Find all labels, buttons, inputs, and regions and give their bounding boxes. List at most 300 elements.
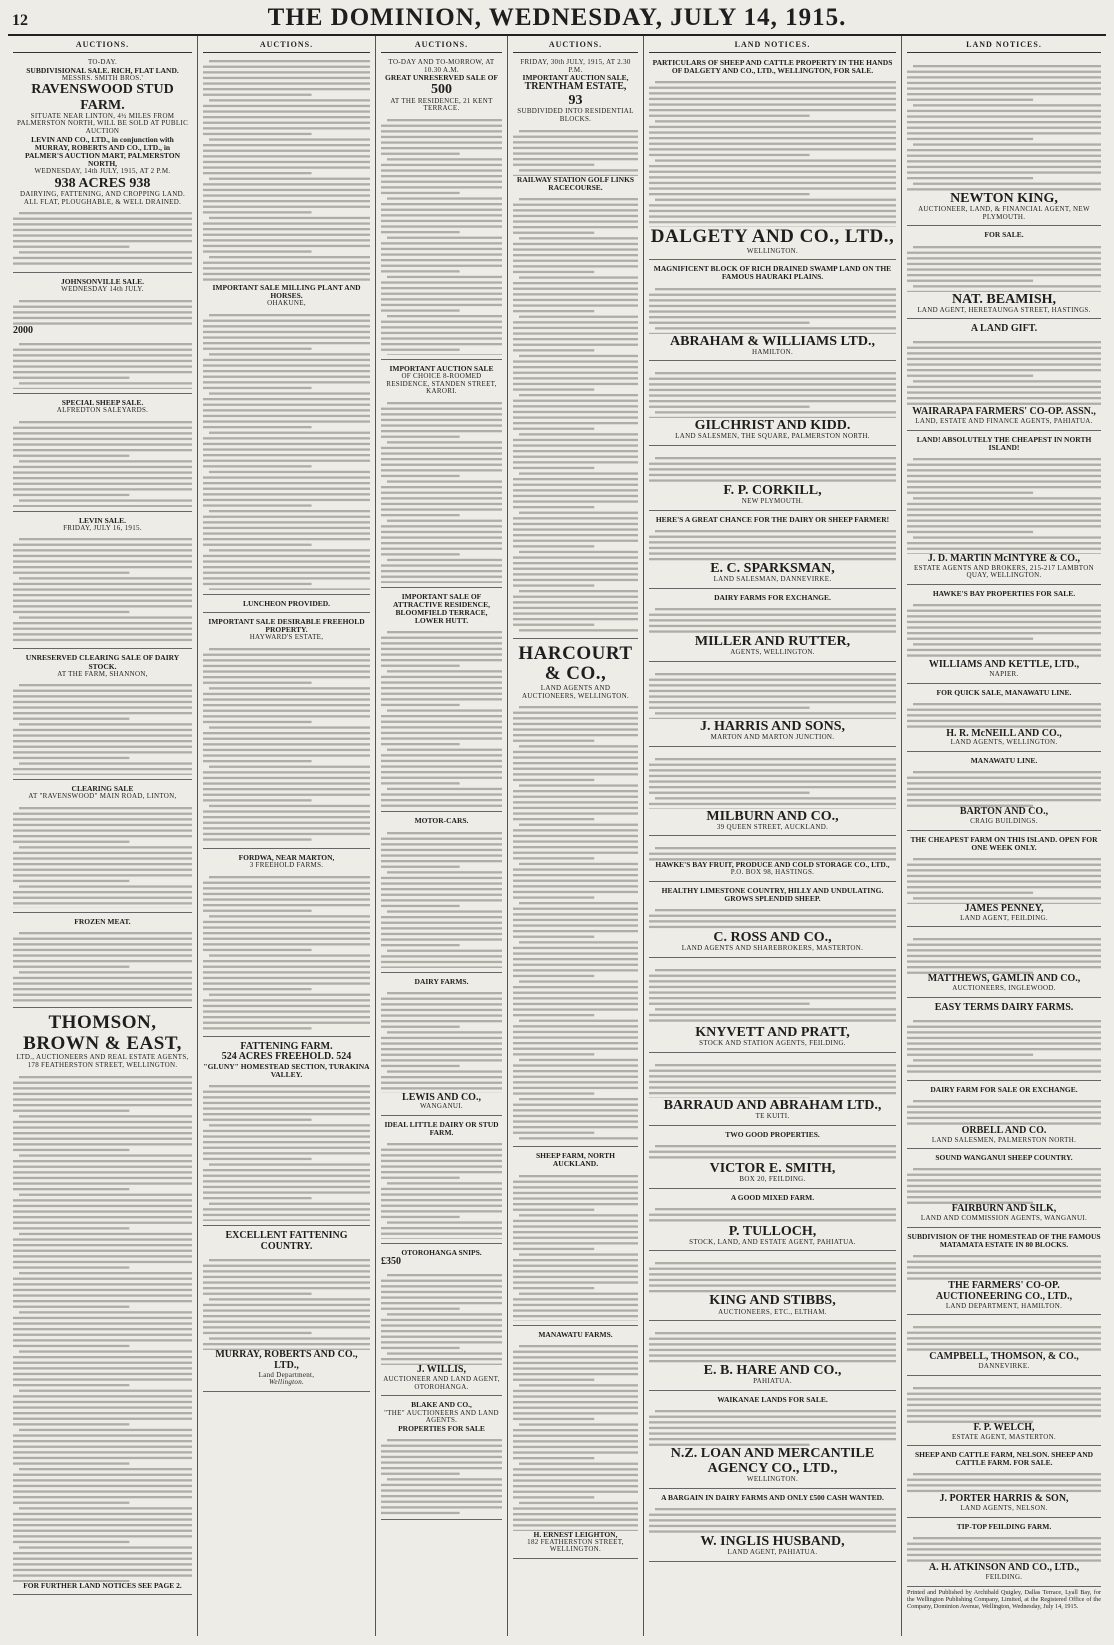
ad-sub: TE KUITI. <box>755 1112 790 1121</box>
ad-nat-beamish <box>907 228 1101 319</box>
ad-sub: P.O. BOX 98, HASTINGS. <box>730 868 815 877</box>
ad-city: NEW PLYMOUTH. <box>741 497 804 506</box>
ad-sub: SUBDIVIDED INTO RESIDENTIAL BLOCKS. <box>517 107 634 124</box>
ad-fairburn-silk <box>907 1151 1101 1228</box>
column-3 <box>376 36 508 1636</box>
body-text-block <box>649 754 896 809</box>
ad-sub: LAND AND COMMISSION AGENTS, WANGANUI. <box>920 1214 1088 1223</box>
ad-title: BROWN & EAST, <box>23 1032 182 1054</box>
ad-hauraki-plains <box>649 262 896 361</box>
body-text-block <box>649 965 896 1025</box>
ad-title: THOMSON, <box>48 1012 157 1034</box>
ad-agent: LEWIS AND CO., <box>402 1091 481 1103</box>
ad-head: LAND! ABSOLUTELY THE CHEAPEST IN NORTH ISLAND! <box>916 434 1092 452</box>
ad-date: FRIDAY, 30th JULY, 1915, AT 2.30 P.M. <box>520 58 631 74</box>
ad-agent: JAMES PENNEY, <box>964 902 1044 914</box>
body-text-block <box>13 296 192 326</box>
body-text-block <box>203 310 370 590</box>
ad-sub: STOCK, LAND, AND ESTATE AGENT, PAHIATUA. <box>689 1237 856 1246</box>
body-text-block <box>907 1383 1101 1423</box>
ad-acres: 524 ACRES FREEHOLD. 524 <box>221 1051 352 1063</box>
ad-porter-harris <box>907 1448 1101 1518</box>
ad-head: SUBDIVISION OF THE HOMESTEAD OF THE FAMOUS MATAMATA ESTATE IN 80 BLOCKS. <box>907 1231 1101 1249</box>
ad-agent: WAIRARAPA FARMERS' CO-OP. ASSN., <box>912 406 1096 418</box>
ad-title: IDEAL LITTLE DAIRY OR STUD FARM. <box>384 1120 499 1138</box>
ad-sub: LAND AGENTS AND AUCTIONEERS, WELLINGTON. <box>521 683 630 700</box>
column-5 <box>644 36 902 1636</box>
ad-welch <box>907 1378 1101 1446</box>
ad-title: IMPORTANT SALE MILLING PLANT AND HORSES. <box>212 283 361 301</box>
ad-agent: F. P. CORKILL, <box>723 483 822 499</box>
body-text-block <box>13 1072 192 1582</box>
body-text-block <box>649 1258 896 1293</box>
ad-title: FORDWA, NEAR MARTON, <box>238 852 335 862</box>
ad-agent: J. WILLIS, <box>416 1364 466 1376</box>
ad-head: TWO GOOD PROPERTIES. <box>725 1129 820 1139</box>
ad-title: SPECIAL SHEEP SALE. <box>61 397 144 407</box>
column-2 <box>198 36 376 1636</box>
ad-agent: HAWKE'S BAY FRUIT, PRODUCE AND COLD STORAGE CO., LTD., <box>655 860 890 870</box>
section-heading: AUCTIONS. <box>203 38 370 53</box>
ad-thomson-brown-east <box>13 1010 192 1595</box>
ad-atkinson <box>907 1520 1101 1587</box>
ad-agent: E. C. SPARKSMAN, <box>710 561 835 577</box>
ad-fordwa <box>203 851 370 1037</box>
ad-sub: LAND AGENT, PAHIATUA. <box>727 1548 818 1557</box>
ad-kicker: TO-DAY. <box>87 58 117 66</box>
ad-sub: PAHIATUA. <box>753 1377 792 1386</box>
ad-agent: N.Z. LOAN AND MERCANTILE AGENCY CO., LTD., <box>670 1446 875 1477</box>
ad-sub: MARTON AND MARTON JUNCTION. <box>710 732 835 741</box>
ad-location: SITUATE NEAR LINTON, 4½ MILES FROM PALMERSTON NORTH, WILL BE SOLD AT PUBLIC AUCTION <box>16 111 189 136</box>
body-text-block <box>649 1504 896 1534</box>
ad-title: EXCELLENT FATTENING COUNTRY. <box>225 1230 348 1253</box>
ad-newton-king <box>907 56 1101 226</box>
ad-head: PARTICULARS OF SHEEP AND CATTLE PROPERTY IN THE HANDS OF DALGETY AND CO., LTD., WELLINGTON, FOR SALE. <box>652 58 893 76</box>
ad-title: SHEEP FARM, NORTH AUCKLAND. <box>536 1151 615 1169</box>
ad-matamata <box>907 1230 1101 1315</box>
body-text-block <box>513 194 638 634</box>
ad-sub: 3 FREEHOLD FARMS. <box>249 860 324 869</box>
ad-agent: H. ERNEST LEIGHTON, <box>533 1529 618 1539</box>
ad-lower-hutt <box>381 590 502 812</box>
ad-place: AT THE FARM, SHANNON, <box>57 669 148 678</box>
ad-kent-terrace <box>381 56 502 360</box>
ad-orbell <box>907 1083 1101 1150</box>
ad-agent: J. PORTER HARRIS & SON, <box>939 1493 1069 1505</box>
ad-sub: LAND AGENTS, NELSON. <box>960 1504 1048 1513</box>
ad-head: DAIRY FARMS FOR EXCHANGE. <box>714 592 831 602</box>
ad-estate: HAYWARD'S ESTATE, <box>249 633 324 642</box>
ad-agent: J. HARRIS AND SONS, <box>699 718 846 734</box>
ad-agent: H. R. McNEILL AND CO., <box>946 727 1062 739</box>
ad-agent: GILCHRIST AND KIDD. <box>694 418 851 434</box>
body-text-block <box>649 1328 896 1363</box>
ad-sub: ESTATE AGENTS AND BROKERS, 215-217 LAMBTON QUAY, WELLINGTON. <box>914 563 1094 580</box>
body-text-block <box>381 398 502 583</box>
ad-luncheon <box>203 597 370 613</box>
page-number: 12 <box>12 12 28 29</box>
ad-head: TIP-TOP FEILDING FARM. <box>956 1521 1052 1531</box>
ad-agent: E. B. HARE AND CO., <box>703 1363 842 1379</box>
ad-head: SHEEP AND CATTLE FARM, NELSON. SHEEP AND CATTLE FARM. FOR SALE. <box>914 1450 1094 1468</box>
ad-figure: 2000 <box>13 325 33 337</box>
ad-sub: LAND SALESMAN, DANNEVIRKE. <box>713 575 832 584</box>
ad-title: MANAWATU FARMS. <box>538 1329 613 1339</box>
ad-agent: P. TULLOCH, <box>728 1223 817 1239</box>
ad-head: HAWKE'S BAY PROPERTIES FOR SALE. <box>932 589 1076 599</box>
ad-inglis-husband <box>649 1491 896 1562</box>
body-text-block <box>13 534 192 644</box>
body-text-block <box>13 339 192 389</box>
ad-sub: LAND SALESMEN, THE SQUARE, PALMERSTON NORTH. <box>675 432 870 441</box>
ad-agent: THE FARMERS' CO-OP. AUCTIONEERING CO., LTD., <box>935 1280 1073 1302</box>
body-text-block <box>907 1469 1101 1494</box>
ad-agent: W. INGLIS HUSBAND, <box>700 1534 845 1550</box>
body-text-block <box>907 600 1101 660</box>
ad-sub: "THE" AUCTIONEERS AND LAND AGENTS. <box>384 1408 499 1425</box>
ad-sub: AUCTIONEER AND LAND AGENT, OTOROHANGA. <box>383 1375 500 1391</box>
ad-sub: LTD., AUCTIONEERS AND REAL ESTATE AGENTS, 178 FEATHERSTON STREET, WELLINGTON. <box>16 1053 189 1069</box>
ad-trentham <box>513 56 638 639</box>
body-text-block <box>907 1533 1101 1563</box>
ad-date: WEDNESDAY, 14th JULY, 1915, AT 2 P.M. <box>34 167 171 176</box>
body-text-block <box>649 1406 896 1446</box>
body-text-block <box>381 115 502 355</box>
ad-feature: DAIRYING, FATTENING, AND CROPPING LAND. ALL FLAT, PLOUGHABLE, & WELL DRAINED. <box>20 189 185 206</box>
ad-agent: MATTHEWS, GAMLIN AND CO., <box>927 973 1081 985</box>
ad-head: MAGNIFICENT BLOCK OF RICH DRAINED SWAMP LAND ON THE FAMOUS HAURAKI PLAINS. <box>653 264 892 282</box>
ad-levin-sale <box>13 514 192 650</box>
ad-agent: NAT. BEAMISH, <box>951 291 1057 307</box>
body-text-block <box>649 526 896 561</box>
ad-agent: MILLER AND RUTTER, <box>694 633 851 649</box>
ad-mcneill <box>907 686 1101 753</box>
body-text-block <box>907 337 1101 407</box>
ad-tulloch <box>649 1191 896 1252</box>
ad-sparksman <box>649 513 896 589</box>
footer-notice: FOR FURTHER LAND NOTICES SEE PAGE 2. <box>23 1580 182 1590</box>
ad-milburn <box>649 749 896 837</box>
body-text-block <box>203 644 370 844</box>
ad-head: HERE'S A GREAT CHANCE FOR THE DAIRY OR SHEEP FARMER! <box>655 514 890 524</box>
ad-corkill <box>649 448 896 511</box>
ad-blake <box>381 1398 502 1520</box>
printer-imprint: Printed and Published by Archibald Quigley, Dallas Terrace, Lyall Bay, for the Wellington Publishing Company, Limited, at the Registered Office of the Company, Dominion Avenue, Wellington, Wednesday, July 14, 1915. <box>907 1588 1101 1610</box>
ad-sub: LAND AGENT, FEILDING. <box>960 913 1048 922</box>
ad-sub: 39 QUEEN STREET, AUCKLAND. <box>716 822 829 831</box>
body-text-block <box>907 454 1101 554</box>
ad-head: WAIKANAE LANDS FOR SALE. <box>717 1395 828 1405</box>
ad-head: HEALTHY LIMESTONE COUNTRY, HILLY AND UNDULATING. GROWS SPLENDID SHEEP. <box>661 886 884 904</box>
body-text-block <box>649 843 896 861</box>
body-text-block <box>907 854 1101 904</box>
ad-sub: LAND SALESMEN, PALMERSTON NORTH. <box>931 1135 1077 1144</box>
section-heading: LAND NOTICES. <box>649 38 896 53</box>
body-text-block <box>513 1341 638 1531</box>
ad-homestead: "GLUNY" HOMESTEAD SECTION, TURAKINA VALLEY. <box>203 1062 370 1080</box>
ad-motor-cars <box>381 814 502 972</box>
ad-agent: F. P. WELCH, <box>973 1421 1035 1433</box>
ad-agent: KNYVETT AND PRATT, <box>695 1025 850 1041</box>
body-text-block <box>513 1171 638 1321</box>
ad-karori-residence <box>381 362 502 588</box>
ad-excellent-fattening <box>203 1228 370 1392</box>
ad-head: EASY TERMS DAIRY FARMS. <box>934 1001 1074 1013</box>
ad-williams-kettle <box>907 587 1101 684</box>
ad-manawatu-farms <box>513 1328 638 1560</box>
ad-number: 93 <box>568 93 583 109</box>
ad-agent: BARTON AND CO., <box>959 806 1049 818</box>
ad-sub: LAND, ESTATE AND FINANCE AGENTS, PAHIATUA. <box>915 416 1093 425</box>
ad-byline: MESSRS. SMITH BROS.' <box>61 73 144 82</box>
ad-king-stibbs <box>649 1253 896 1321</box>
ad-head: A BARGAIN IN DAIRY FARMS AND ONLY £500 CASH WANTED. <box>661 1493 884 1503</box>
body-text-block <box>381 988 502 1093</box>
body-text-block <box>649 1060 896 1098</box>
ad-shannon <box>13 651 192 780</box>
ad-miller-rutter <box>649 591 896 662</box>
ad-milling-plant <box>203 281 370 595</box>
ad-place: AT "RAVENSWOOD" MAIN ROAD, LINTON, <box>28 792 177 801</box>
ad-place: AT THE RESIDENCE, 21 KENT TERRACE. <box>390 96 493 113</box>
ad-harcourt <box>513 641 638 1147</box>
body-text-block <box>907 1096 1101 1126</box>
body-text-block <box>649 284 896 334</box>
body-text-block <box>649 1204 896 1224</box>
ad-campbell-thomson <box>907 1317 1101 1375</box>
ad-agent: J. D. MARTIN McINTYRE & CO., <box>927 552 1081 564</box>
body-text-block <box>203 56 370 281</box>
ad-title: DAIRY FARMS. <box>414 976 469 986</box>
body-text-block <box>907 1322 1101 1352</box>
ad-title: IMPORTANT SALE OF ATTRACTIVE RESIDENCE, BLOOMFIELD TERRACE, LOWER HUTT. <box>393 592 490 626</box>
section-heading: AUCTIONS. <box>513 38 638 53</box>
ad-date: FRIDAY, JULY 16, 1915. <box>63 523 142 532</box>
ad-auctioneers: LEVIN AND CO., LTD., in conjunction with MURRAY, ROBERTS AND CO., LTD., in <box>31 134 174 152</box>
ad-agent: C. ROSS AND CO., <box>713 930 832 946</box>
ad-nz-loan <box>649 1393 896 1489</box>
ad-matthews-gamlin <box>907 929 1101 997</box>
ad-title: CLEARING SALE <box>71 784 134 794</box>
ad-kicker: TO-DAY AND TO-MORROW, AT 10.30 A.M. <box>388 58 495 74</box>
ad-sub: LAND DEPARTMENT, HAMILTON. <box>945 1301 1063 1310</box>
body-text-block <box>381 627 502 807</box>
ad-title: RAVENSWOOD STUD FARM. <box>31 82 174 113</box>
ad-knyvett-pratt <box>649 960 896 1053</box>
ad-title: HARCOURT & CO., <box>518 642 633 685</box>
body-text-block <box>13 928 192 1003</box>
body-text-block <box>13 803 192 908</box>
ad-frozen-meat <box>13 915 192 1008</box>
ad-title: JOHNSONVILLE SALE. <box>61 277 144 287</box>
ad-city: WELLINGTON. <box>746 1475 799 1484</box>
ad-johnsonville <box>13 275 192 394</box>
ad-gilchrist-kidd <box>649 363 896 446</box>
ad-head: SUBDIVISIONAL SALE. RICH, FLAT LAND. <box>26 65 179 75</box>
ad-figure: £350 <box>381 1256 401 1268</box>
ad-dept: Land Department, <box>258 1370 315 1379</box>
ad-head: FOR SALE. <box>984 230 1024 240</box>
ad-title: FATTENING FARM. <box>240 1040 333 1052</box>
ad-harris-sons <box>649 664 896 747</box>
section-heading: AUCTIONS. <box>381 38 502 53</box>
newspaper-title: THE DOMINION, WEDNESDAY, JULY 14, 1915. <box>267 4 847 31</box>
body-text-block <box>13 417 192 507</box>
ad-sub: STOCK AND STATION AGENTS, FEILDING. <box>699 1039 846 1048</box>
column-4 <box>508 36 644 1636</box>
ad-head: DAIRY FARM FOR SALE OR EXCHANGE. <box>930 1084 1078 1094</box>
column-6 <box>902 36 1106 1636</box>
ad-agent: ABRAHAM & WILLIAMS LTD., <box>670 333 875 349</box>
ad-barraud-abraham <box>649 1055 896 1126</box>
section-heading: AUCTIONS. <box>13 38 192 53</box>
body-text-block <box>907 699 1101 729</box>
ad-sub: FEILDING. <box>985 1572 1023 1581</box>
ad-sub: AUCTIONEER, LAND, & FINANCIAL AGENT, NEW PLYMOUTH. <box>918 205 1090 221</box>
ad-hare <box>649 1323 896 1391</box>
ad-city: WELLINGTON. <box>746 246 799 255</box>
ad-place: OHAKUNE, <box>267 299 306 308</box>
ad-land-gift <box>907 321 1101 430</box>
body-text-block <box>649 368 896 418</box>
ad-sub: OF CHOICE 8-ROOMED RESIDENCE, STANDEN STREET, KARORI. <box>386 372 497 396</box>
ad-title: BLAKE AND CO., <box>411 1400 472 1410</box>
ad-title: IMPORTANT AUCTION SALE <box>389 363 494 373</box>
body-text-block <box>907 767 1101 807</box>
ad-props: PROPERTIES FOR SALE <box>398 1423 485 1433</box>
ad-hawkes-bay-fruit <box>649 838 896 882</box>
body-text-block <box>649 453 896 483</box>
ad-dairy-farms <box>381 975 502 1117</box>
ad-place: ALFREDTON SALEYARDS. <box>56 405 149 414</box>
ad-sub: AUCTIONEERS, ETC., ELTHAM. <box>718 1307 827 1316</box>
ad-agent: MURRAY, ROBERTS AND CO., LTD., <box>215 1349 358 1371</box>
ad-city: Wellington. <box>268 1378 305 1387</box>
ad-sub: LAND AGENT, HEREТАUNGA STREET, HASTINGS. <box>917 305 1091 314</box>
ad-clearing-sale <box>13 782 192 913</box>
ad-sub: ESTATE AGENT, MASTERTON. <box>952 1432 1056 1441</box>
masthead <box>8 4 1106 36</box>
ad-james-penney <box>907 833 1101 928</box>
body-text-block <box>13 208 192 268</box>
ad-sub: DANNEVIRKE. <box>978 1362 1030 1371</box>
ad-title: OTOROHANGA SNIPS. <box>401 1248 482 1258</box>
body-text-block <box>649 669 896 719</box>
ad-head: A LAND GIFT. <box>970 323 1038 335</box>
ad-city: HAMILTON. <box>751 347 793 356</box>
ad-haywards-estate <box>203 615 370 849</box>
body-text-block <box>513 702 638 1142</box>
ad-head: GREAT UNRESERVED SALE OF <box>384 73 499 83</box>
ad-acres: 938 ACRES 938 <box>54 175 151 191</box>
ad-sub: AUCTIONEERS, INGLEWOOD. <box>952 984 1056 993</box>
ad-title: FROZEN MEAT. <box>74 917 131 927</box>
ad-agent: MILBURN AND CO., <box>706 808 839 824</box>
body-text-block <box>381 1139 502 1239</box>
ad-agent: KING AND STIBBS, <box>709 1293 836 1309</box>
ad-title: TRENTHAM ESTATE, <box>524 81 627 93</box>
ad-easy-terms <box>907 1000 1101 1081</box>
body-text-block <box>649 905 896 930</box>
ad-victor-smith <box>649 1128 896 1189</box>
ad-title: MOTOR-CARS. <box>414 816 469 826</box>
body-text-block <box>907 61 1101 191</box>
ad-sub: 182 FEATHERSTON STREET, WELLINGTON. <box>527 1537 624 1554</box>
body-text-block <box>649 604 896 634</box>
body-text-block <box>203 872 370 1032</box>
column-1 <box>8 36 198 1636</box>
body-text-block <box>381 1270 502 1365</box>
ad-otorohanga <box>381 1246 502 1396</box>
ad-agent: FAIRBURN AND SILK, <box>951 1203 1057 1215</box>
ad-agent: ORBELL AND CO. <box>961 1124 1047 1136</box>
ad-agent: DALGETY AND CO., LTD., <box>650 226 895 248</box>
ad-title: LUNCHEON PROVIDED. <box>242 598 331 608</box>
body-text-block <box>907 1164 1101 1204</box>
body-text-block <box>381 828 502 968</box>
ad-lots: 500 <box>431 82 452 98</box>
ad-title: UNRESERVED CLEARING SALE OF DAIRY STOCK. <box>25 653 180 671</box>
ad-ravenswood <box>13 56 192 273</box>
ad-special-sheep <box>13 396 192 512</box>
ad-ideal-dairy <box>381 1118 502 1244</box>
body-text-block <box>907 242 1101 292</box>
ad-fattening-farm <box>203 1039 370 1227</box>
ad-agent: VICTOR E. SMITH, <box>709 1160 836 1176</box>
ad-head: THE CHEAPEST FARM ON THIS ISLAND. OPEN FOR ONE WEEK ONLY. <box>910 834 1098 852</box>
ad-head: SOUND WANGANUI SHEEP COUNTRY. <box>935 1153 1073 1163</box>
ad-city: AGENTS, WELLINGTON. <box>730 648 815 657</box>
body-text-block <box>649 77 896 227</box>
ad-sub: LAND AGENTS AND SHAREBROKERS, MASTERTON. <box>681 944 864 953</box>
body-text-block <box>907 1016 1101 1076</box>
ad-martin-mcintyre <box>907 433 1101 585</box>
body-text-block <box>649 1141 896 1161</box>
ad-sub: BOX 20, FEILDING. <box>739 1174 806 1183</box>
ad-mart: PALMER'S AUCTION MART, PALMERSTON NORTH, <box>24 150 181 169</box>
ad-head: IMPORTANT AUCTION SALE, <box>522 73 629 83</box>
body-text-block <box>203 1081 370 1221</box>
ad-agent: CAMPBELL, THOMSON, & CO., <box>929 1351 1079 1363</box>
ad-head: A GOOD MIXED FARM. <box>730 1192 815 1202</box>
ad-north-auckland <box>513 1149 638 1325</box>
body-text-block <box>381 1435 502 1515</box>
body-text-block <box>907 1251 1101 1281</box>
ad-sub: CRAIG BUILDINGS. <box>970 817 1038 826</box>
ad-sub: WANGANUI. <box>420 1102 463 1111</box>
ad-sub: NAPIER. <box>989 669 1019 678</box>
columns <box>8 36 1106 1636</box>
body-text-block <box>513 126 638 176</box>
body-text-block <box>907 934 1101 974</box>
ad-date: WEDNESDAY 14th JULY. <box>61 285 144 294</box>
ad-barton <box>907 754 1101 831</box>
ad-sub: LAND AGENTS, WELLINGTON. <box>950 738 1058 747</box>
ad-head: MANAWATU LINE. <box>970 756 1038 766</box>
ad-agent: BARRAUD AND ABRAHAM LTD., <box>663 1097 882 1113</box>
section-heading: LAND NOTICES. <box>907 38 1101 53</box>
ad-title: RAILWAY STATION GOLF LINKS RACECOURSE. <box>516 174 635 192</box>
ad-agent: WILLIAMS AND KETTLE, LTD., <box>928 659 1080 671</box>
ad-dalgety <box>649 56 896 260</box>
body-text-block <box>13 680 192 775</box>
body-text-block <box>203 1255 370 1350</box>
ad-title: LEVIN SALE. <box>78 515 127 525</box>
ad-head: FOR QUICK SALE, MANAWATU LINE. <box>936 687 1072 697</box>
ad-agent: NEWTON KING, <box>950 191 1058 206</box>
ad-agent: A. H. ATKINSON AND CO., LTD., <box>928 1562 1080 1574</box>
